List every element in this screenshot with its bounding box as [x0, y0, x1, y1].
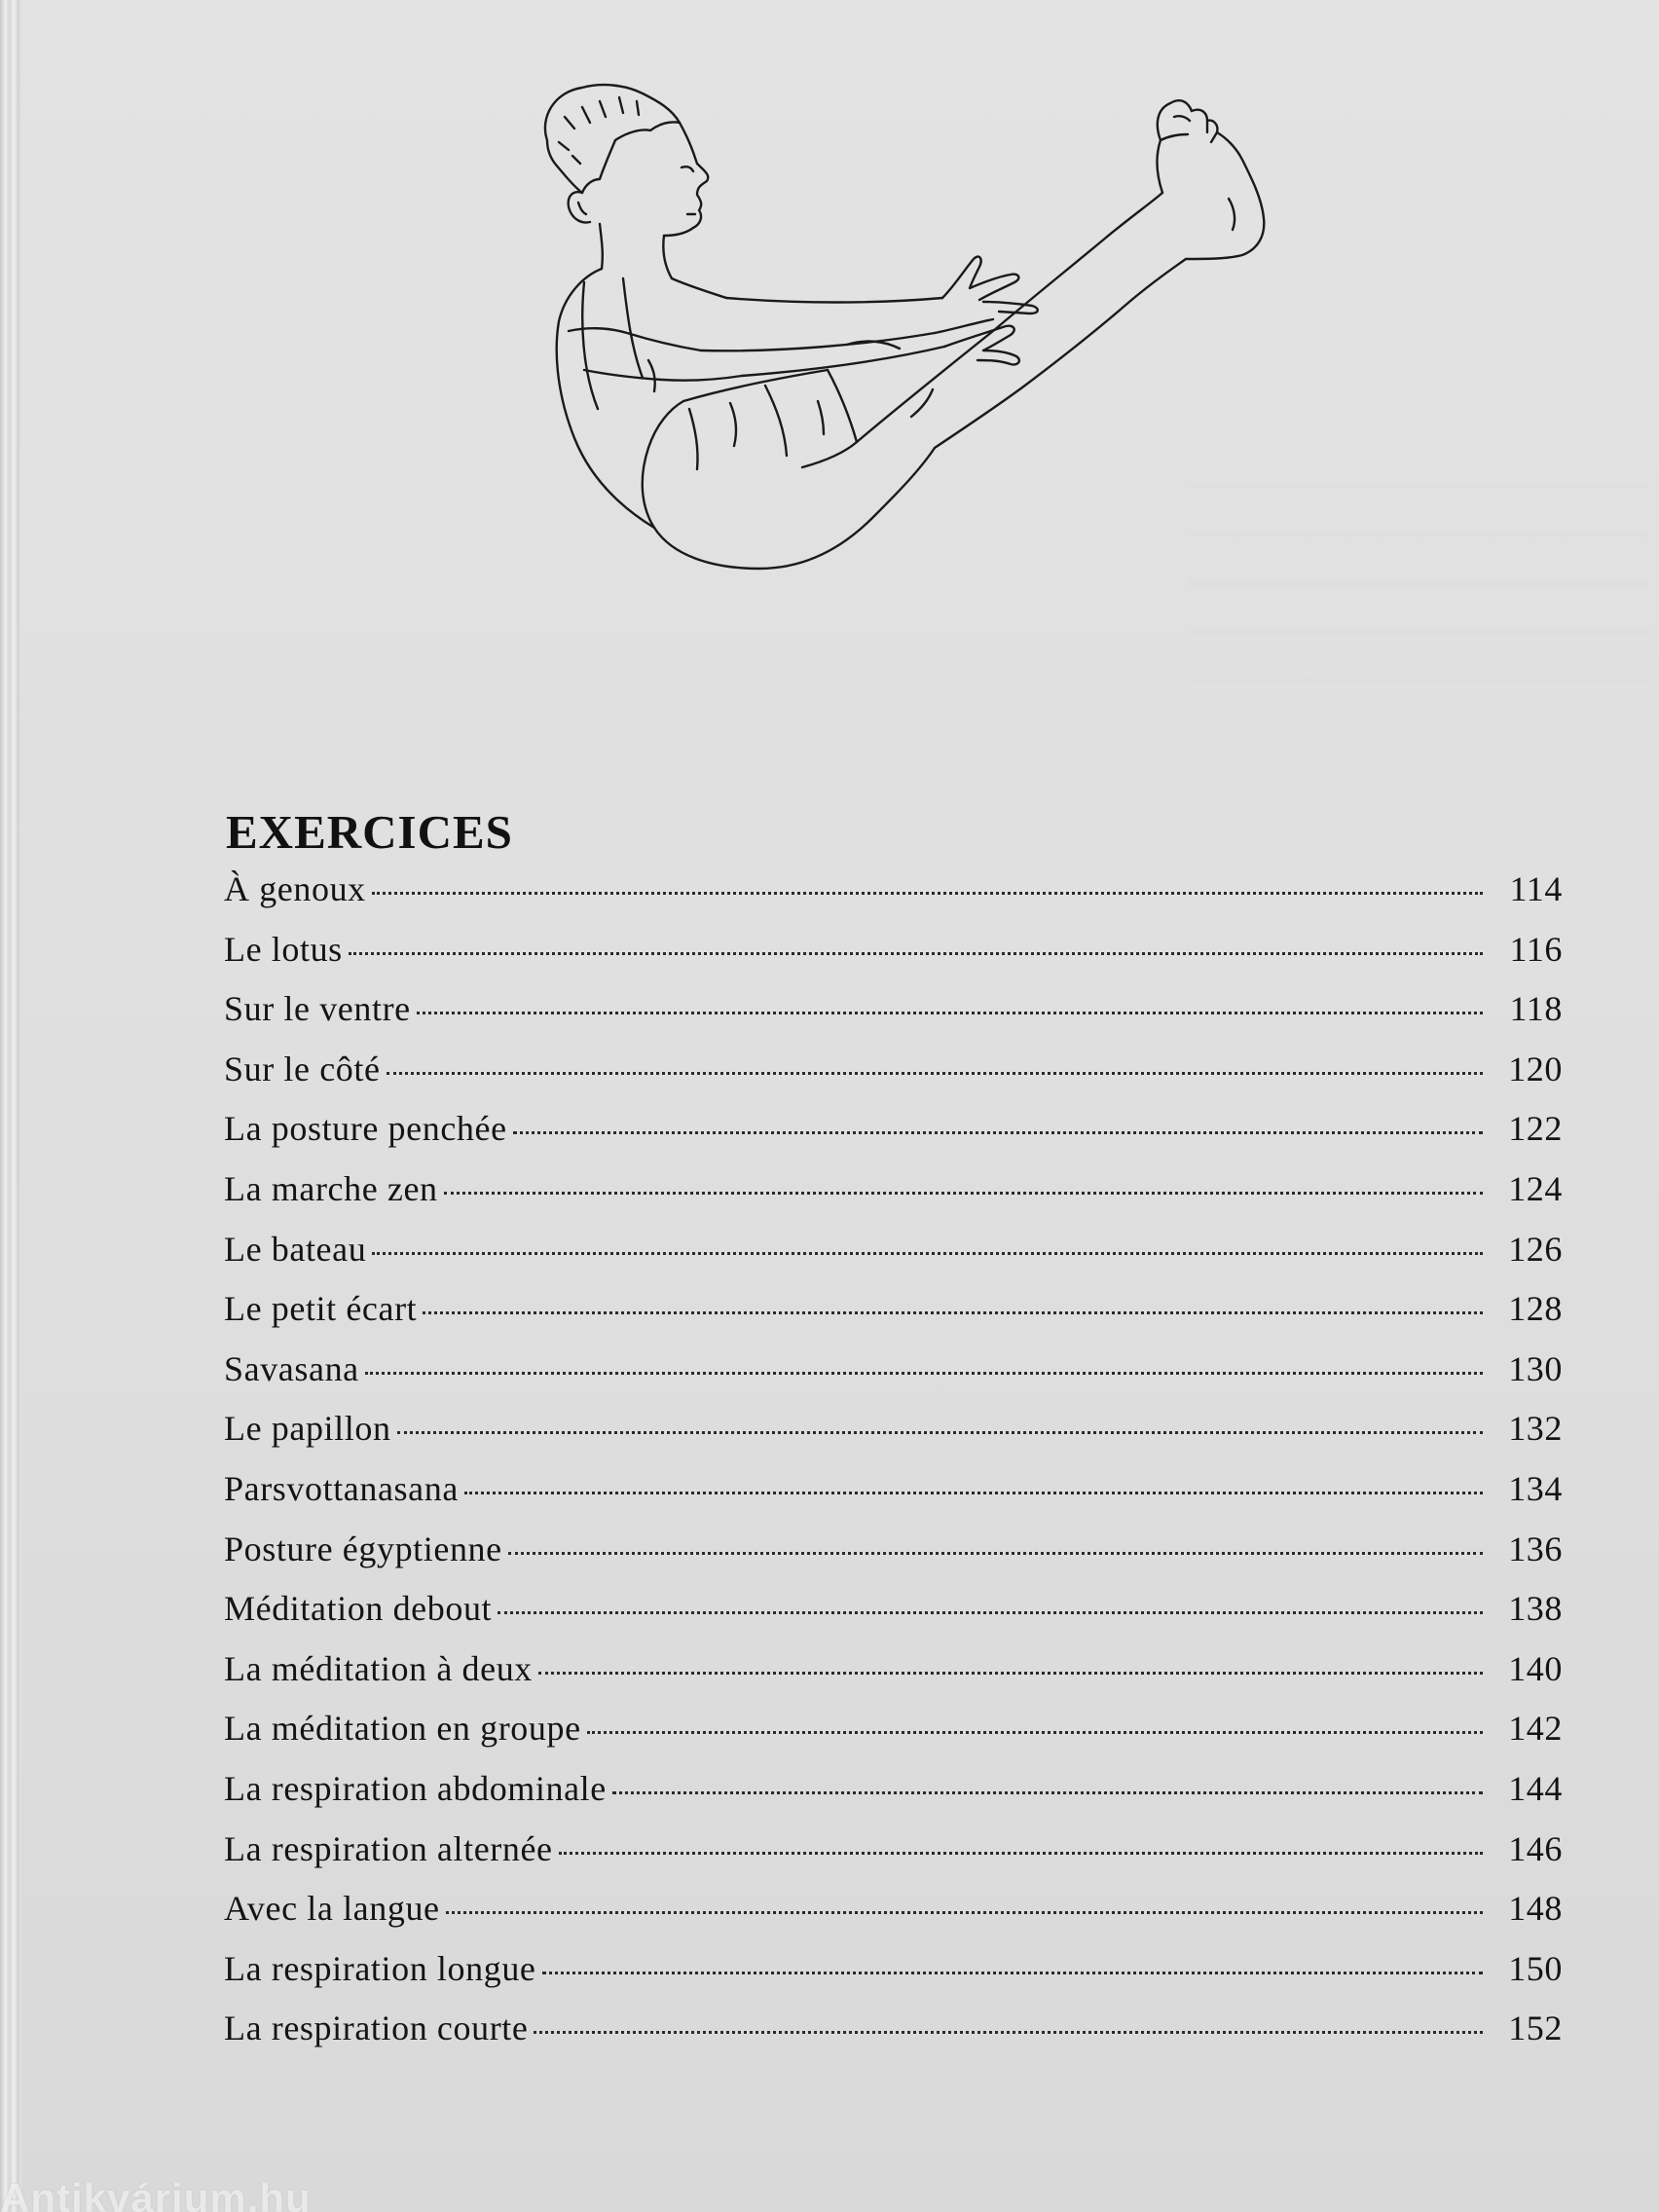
- toc-entry-label: Le bateau: [224, 1229, 367, 1269]
- toc-entry: [224, 1828, 1563, 1889]
- toc-entry: [224, 1648, 1563, 1709]
- toc-entry: [224, 1588, 1563, 1648]
- toc-entry: [224, 1948, 1563, 2009]
- toc-entry: [224, 1708, 1563, 1768]
- toc-entry-label: La respiration longue: [224, 1948, 536, 1988]
- toc-entry-label: La méditation à deux: [224, 1648, 533, 1688]
- toc-entry-label: À genoux: [224, 869, 366, 908]
- dot-leader: [538, 1672, 1483, 1675]
- watermark: Antikvárium.hu: [0, 2179, 312, 2212]
- toc-entry: [224, 1468, 1563, 1529]
- toc-entry-label: Parsvottanasana: [224, 1468, 459, 1508]
- page-edges: [0, 0, 21, 2212]
- toc-entry-label: Sur le ventre: [224, 989, 411, 1029]
- toc-entry-label: Avec la langue: [224, 1889, 440, 1929]
- toc-entry-page: 122: [1508, 1109, 1563, 1149]
- dot-leader: [417, 1012, 1483, 1014]
- toc-entry-label: La respiration abdominale: [224, 1768, 607, 1808]
- toc-entry-label: La méditation en groupe: [224, 1709, 581, 1749]
- dot-leader: [559, 1852, 1483, 1855]
- toc-entry-label: La posture penchée: [224, 1109, 507, 1149]
- dot-leader: [464, 1492, 1483, 1494]
- toc-entry: [224, 1108, 1563, 1168]
- toc-entry: [224, 1768, 1563, 1828]
- dot-leader: [397, 1431, 1483, 1434]
- toc-entry-page: 138: [1508, 1589, 1563, 1629]
- toc-entry: [224, 868, 1563, 929]
- toc-entry: [224, 1288, 1563, 1348]
- toc-entry: [224, 1049, 1563, 1109]
- toc-entry-page: 118: [1509, 989, 1563, 1029]
- toc-entry-page: 114: [1509, 869, 1563, 908]
- toc-entry-page: 142: [1508, 1709, 1563, 1749]
- toc-entry: [224, 1888, 1563, 1948]
- toc-entry-page: 134: [1508, 1468, 1563, 1508]
- dot-leader: [372, 1252, 1483, 1255]
- dot-leader: [508, 1552, 1483, 1555]
- dot-leader: [444, 1192, 1483, 1195]
- dot-leader: [534, 2031, 1483, 2034]
- toc-entry: [224, 1168, 1563, 1229]
- toc-entry: [224, 929, 1563, 989]
- toc-entry-page: 148: [1508, 1889, 1563, 1929]
- dot-leader: [423, 1311, 1483, 1314]
- toc-entry: [224, 1229, 1563, 1289]
- toc-entry-page: 150: [1508, 1948, 1563, 1988]
- toc-entry-label: Méditation debout: [224, 1589, 493, 1629]
- toc-entry-page: 130: [1508, 1348, 1563, 1388]
- toc-entry-page: 116: [1509, 929, 1563, 969]
- toc-entry-page: 140: [1508, 1648, 1563, 1688]
- toc-entry-page: 144: [1508, 1768, 1563, 1808]
- toc-entry-label: La respiration courte: [224, 2009, 529, 2048]
- dot-leader: [446, 1911, 1483, 1914]
- dot-leader: [372, 892, 1483, 895]
- dot-leader: [513, 1131, 1483, 1134]
- toc-entry-page: 120: [1508, 1049, 1563, 1088]
- dot-leader: [498, 1611, 1483, 1614]
- toc-list: [224, 868, 1563, 2068]
- table-of-contents: [224, 798, 1563, 2068]
- toc-entry-page: 126: [1508, 1229, 1563, 1269]
- dot-leader: [587, 1731, 1483, 1734]
- dot-leader: [542, 1972, 1484, 1974]
- toc-entry-label: Posture égyptienne: [224, 1529, 502, 1568]
- toc-entry-label: Le petit écart: [224, 1289, 418, 1329]
- toc-entry-page: 136: [1508, 1529, 1563, 1568]
- boat-pose-figure-icon: [526, 78, 1363, 701]
- toc-entry: [224, 1408, 1563, 1468]
- dot-leader: [365, 1372, 1483, 1375]
- toc-entry-page: 132: [1508, 1409, 1563, 1449]
- section-title: EXERCICES: [226, 805, 513, 859]
- toc-entry: [224, 1529, 1563, 1589]
- dot-leader: [387, 1072, 1483, 1075]
- toc-entry: [224, 2008, 1563, 2068]
- toc-entry-label: La respiration alternée: [224, 1828, 553, 1868]
- toc-entry: [224, 1348, 1563, 1409]
- toc-entry-page: 146: [1508, 1828, 1563, 1868]
- dot-leader: [349, 952, 1483, 955]
- toc-entry-page: 152: [1508, 2009, 1563, 2048]
- toc-entry-label: Savasana: [224, 1348, 359, 1388]
- toc-entry-label: Le papillon: [224, 1409, 391, 1449]
- toc-entry: [224, 988, 1563, 1049]
- toc-entry-label: La marche zen: [224, 1168, 438, 1208]
- dot-leader: [612, 1791, 1483, 1794]
- toc-entry-label: Sur le côté: [224, 1049, 381, 1088]
- toc-entry-page: 128: [1508, 1289, 1563, 1329]
- toc-entry-label: Le lotus: [224, 929, 343, 969]
- toc-entry-page: 124: [1508, 1168, 1563, 1208]
